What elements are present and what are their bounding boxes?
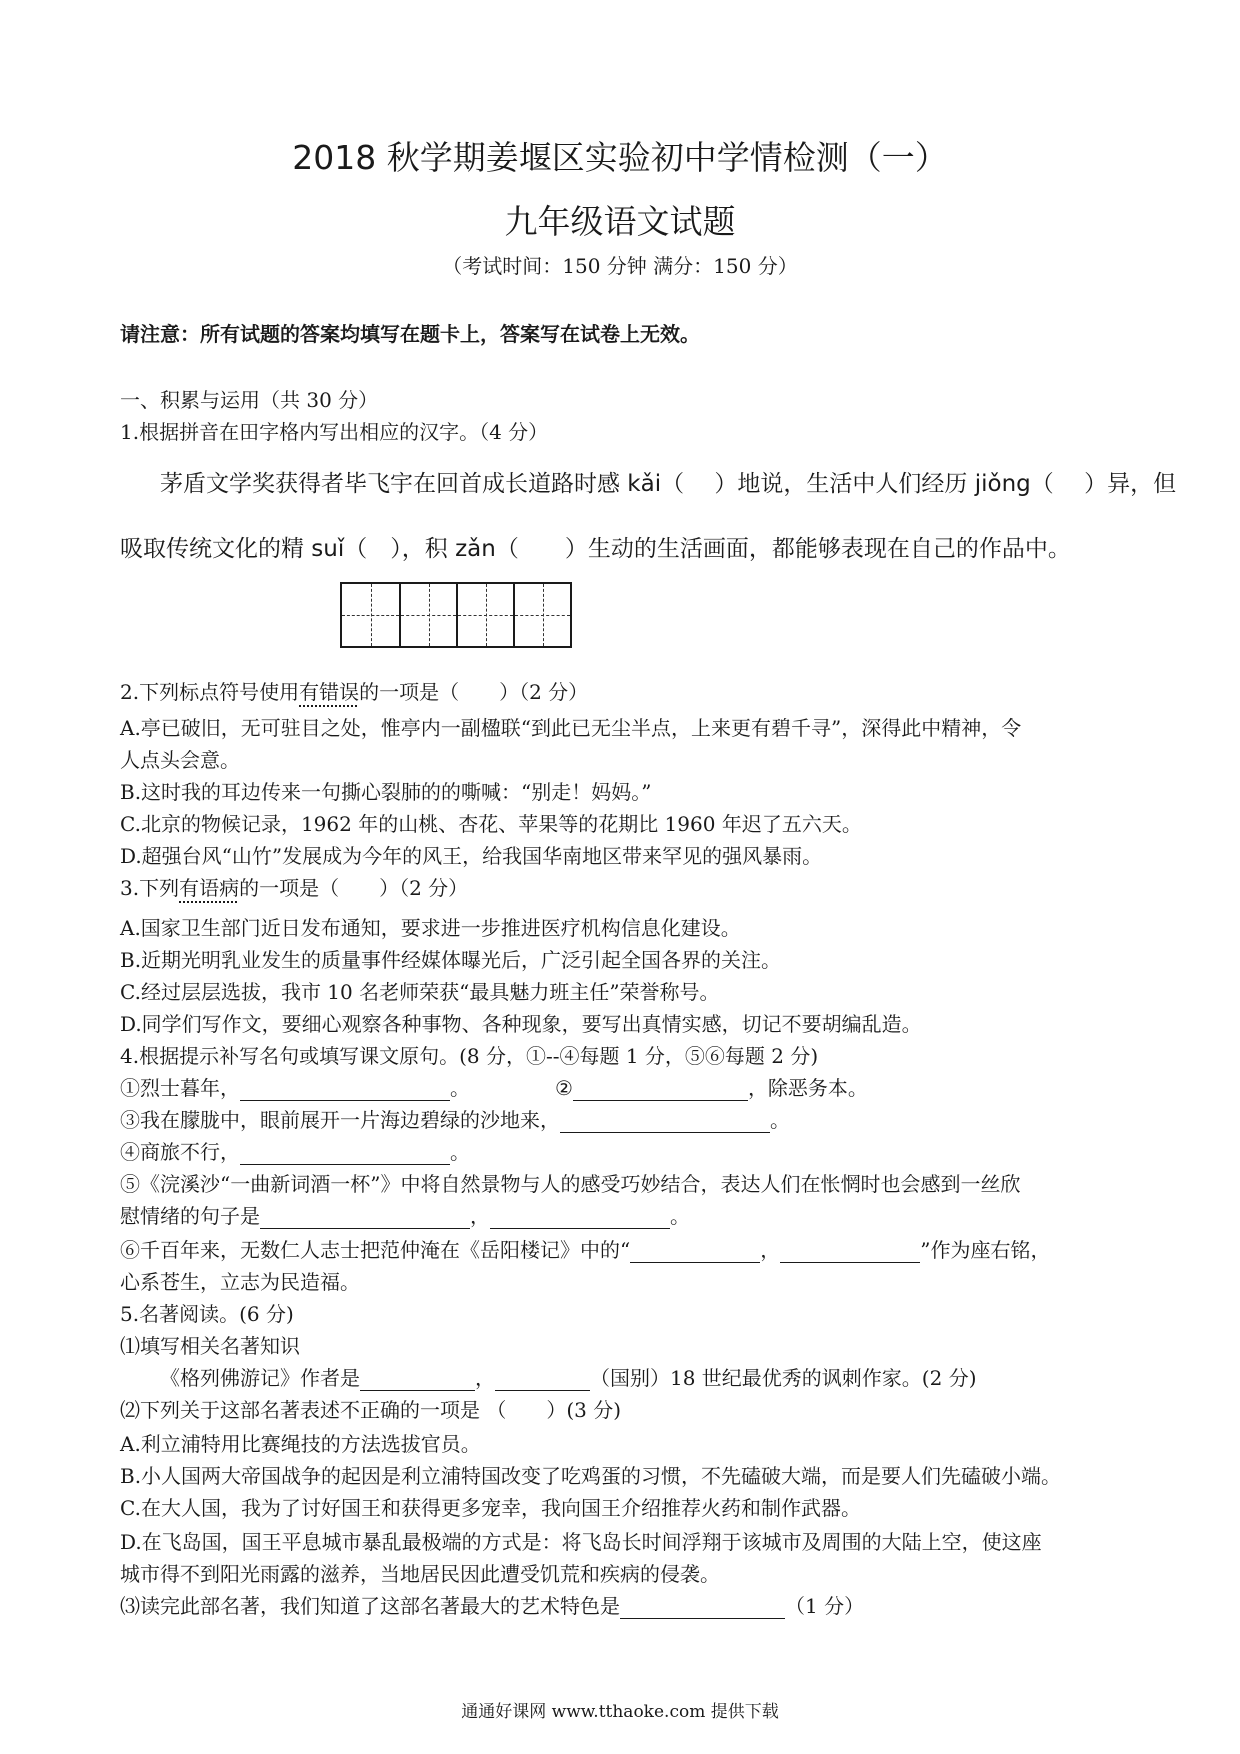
q5-part3 xyxy=(120,1590,864,1619)
q4-item4-end: 。 xyxy=(450,1140,470,1164)
q4-item-6 xyxy=(120,1234,1050,1263)
exam-info: （考试时间：150 分钟 满分：150 分） xyxy=(442,254,798,278)
q2-option-d: D.超强台风“山竹”发展成为今年的风王，给我国华南地区带来罕见的强风暴雨。 xyxy=(120,844,823,868)
q4-item-5: ⑤《浣溪沙“一曲新词酒一杯”》中将自然景物与人的感受巧妙结合，表达人们在怅惘时也会感到一丝欣 xyxy=(120,1172,1021,1196)
page-footer: 通通好课网 www.tthaoke.com 提供下载 xyxy=(461,1702,779,1722)
q3-stem-pre: 3.下列 xyxy=(120,876,180,900)
q4-item-3 xyxy=(120,1104,790,1133)
exam-title: 2018 秋学期姜堰区实验初中学情检测（一） xyxy=(292,138,948,177)
q4-item1-end: 。 xyxy=(450,1076,470,1100)
q3-option-a: A.国家卫生部门近日发布通知，要求进一步推进医疗机构信息化建设。 xyxy=(120,916,741,940)
q4-item1-text: ①烈士暮年， xyxy=(120,1076,240,1100)
q2-option-a-cont: 人点头会意。 xyxy=(120,748,240,772)
answer-blank[interactable] xyxy=(630,1242,760,1263)
q4-item6-sep: ， xyxy=(760,1238,781,1262)
q5-stem: 5.名著阅读。(6 分) xyxy=(120,1302,294,1326)
q2-stem xyxy=(120,676,588,705)
q4-item2-text: ，除恶务本。 xyxy=(747,1076,868,1100)
q4-stem: 4.根据提示补写名句或填写课文原句。(8 分，①--④每题 1 分，⑤⑥每题 2 分) xyxy=(120,1044,819,1068)
q5-part1-sep: ， xyxy=(475,1366,495,1390)
q1-stem: 1.根据拼音在田字格内写出相应的汉字。（4 分） xyxy=(120,420,549,444)
exam-subtitle: 九年级语文试题 xyxy=(504,202,736,241)
q4-item-1 xyxy=(120,1072,470,1101)
q5-option-c: C.在大人国，我为了讨好国王和获得更多宠幸，我向国王介绍推荐火药和制作武器。 xyxy=(120,1496,861,1520)
q4-item5-end: 。 xyxy=(670,1204,690,1228)
q5-part1-end: （国别）18 世纪最优秀的讽刺作家。(2 分) xyxy=(590,1366,977,1390)
answer-blank[interactable] xyxy=(560,1112,770,1133)
q4-item-4 xyxy=(120,1136,470,1165)
q1-paragraph-line1: 茅盾文学奖获得者毕飞宇在回首成长道路时感 kǎi（ ）地说，生活中人们经历 jiǒng（ ）异，但 xyxy=(160,471,1177,497)
q4-item3-end: 。 xyxy=(770,1108,790,1132)
answer-blank[interactable] xyxy=(240,1080,450,1101)
q3-option-c: C.经过层层选拔，我市 10 名老师荣获“最具魅力班主任”荣誉称号。 xyxy=(120,980,720,1004)
answer-blank[interactable] xyxy=(620,1598,785,1619)
q4-item-5-cont xyxy=(120,1200,690,1229)
answer-blank[interactable] xyxy=(490,1208,670,1229)
grid-cell[interactable] xyxy=(342,584,399,646)
q5-part2: ⑵下列关于这部名著表述不正确的一项是 （ ）(3 分) xyxy=(120,1398,622,1422)
q3-stem xyxy=(120,872,468,901)
answer-blank[interactable] xyxy=(260,1208,470,1229)
q3-emphasis: 有语病 xyxy=(179,876,240,900)
answer-blank[interactable] xyxy=(495,1370,590,1391)
q4-item-6-cont: 心系苍生，立志为民造福。 xyxy=(120,1270,360,1294)
q4-item5-sep: ， xyxy=(470,1204,490,1228)
q3-option-d: D.同学们写作文，要细心观察各种事物、各种现象，要写出真情实感，切记不要胡编乱造。 xyxy=(120,1012,922,1036)
q5-part1-text: 《格列佛游记》作者是 xyxy=(160,1366,360,1390)
answer-blank[interactable] xyxy=(360,1370,475,1391)
q4-item6-end: ”作为座右铭， xyxy=(920,1238,1051,1262)
q2-option-b: B.这时我的耳边传来一句撕心裂肺的的嘶喊：“别走！妈妈。” xyxy=(120,780,652,804)
q4-item2-num: ② xyxy=(555,1076,573,1100)
grid-cell[interactable] xyxy=(513,584,570,646)
q2-option-c: C.北京的物候记录，1962 年的山桃、杏花、苹果等的花期比 1960 年迟了五六天。 xyxy=(120,812,862,836)
q5-option-b: B.小人国两大帝国战争的起因是利立浦特国改变了吃鸡蛋的习惯，不先磕破大端，而是要人们先磕破小端。 xyxy=(120,1464,1062,1488)
exam-notice: 请注意：所有试题的答案均填写在题卡上，答案写在试卷上无效。 xyxy=(120,322,700,346)
q1-paragraph-line2: 吸取传统文化的精 suǐ（ ），积 zǎn（ ）生动的生活画面，都能够表现在自己的作品中。 xyxy=(120,536,1071,562)
grid-cell[interactable] xyxy=(456,584,513,646)
q5-option-d-cont: 城市得不到阳光雨露的滋养，当地居民因此遭受饥荒和疾病的侵袭。 xyxy=(120,1562,720,1586)
q2-stem-pre: 2.下列标点符号使用 xyxy=(120,680,300,704)
q5-part3-text: ⑶读完此部名著，我们知道了这部名著最大的艺术特色是 xyxy=(120,1594,620,1618)
q5-part3-end: （1 分） xyxy=(785,1594,865,1618)
section-heading: 一、积累与运用（共 30 分） xyxy=(120,388,379,412)
q5-part1: ⑴填写相关名著知识 xyxy=(120,1334,300,1358)
q2-emphasis: 有错误 xyxy=(299,680,360,704)
q5-option-d: D.在飞岛国，国王平息城市暴乱最极端的方式是：将飞岛长时间浮翔于该城市及周围的大陆上空，使这座 xyxy=(120,1530,1042,1554)
grid-cell[interactable] xyxy=(399,584,456,646)
q3-option-b: B.近期光明乳业发生的质量事件经媒体曝光后，广泛引起全国各界的关注。 xyxy=(120,948,782,972)
q4-item-2 xyxy=(555,1072,868,1101)
q2-stem-post: 的一项是（ ）（2 分） xyxy=(359,680,589,704)
q3-stem-post: 的一项是（ ）（2 分） xyxy=(239,876,469,900)
answer-blank[interactable] xyxy=(573,1080,748,1101)
q5-part1-question xyxy=(160,1362,977,1391)
answer-blank[interactable] xyxy=(780,1242,920,1263)
tianzige-grid xyxy=(340,582,572,648)
q4-item5-text: 慰情绪的句子是 xyxy=(120,1204,260,1228)
q4-item4-text: ④商旅不行， xyxy=(120,1140,240,1164)
q4-item6-text: ⑥千百年来，无数仁人志士把范仲淹在《岳阳楼记》中的“ xyxy=(120,1238,631,1262)
q5-option-a: A.利立浦特用比赛绳技的方法选拔官员。 xyxy=(120,1432,481,1456)
q4-item3-text: ③我在朦胧中，眼前展开一片海边碧绿的沙地来， xyxy=(120,1108,560,1132)
q2-option-a: A.亭已破旧，无可驻目之处，惟亭内一副楹联“到此已无尘半点，上来更有碧千寻”，深得此中精神，令 xyxy=(120,716,1022,740)
answer-blank[interactable] xyxy=(240,1144,450,1165)
